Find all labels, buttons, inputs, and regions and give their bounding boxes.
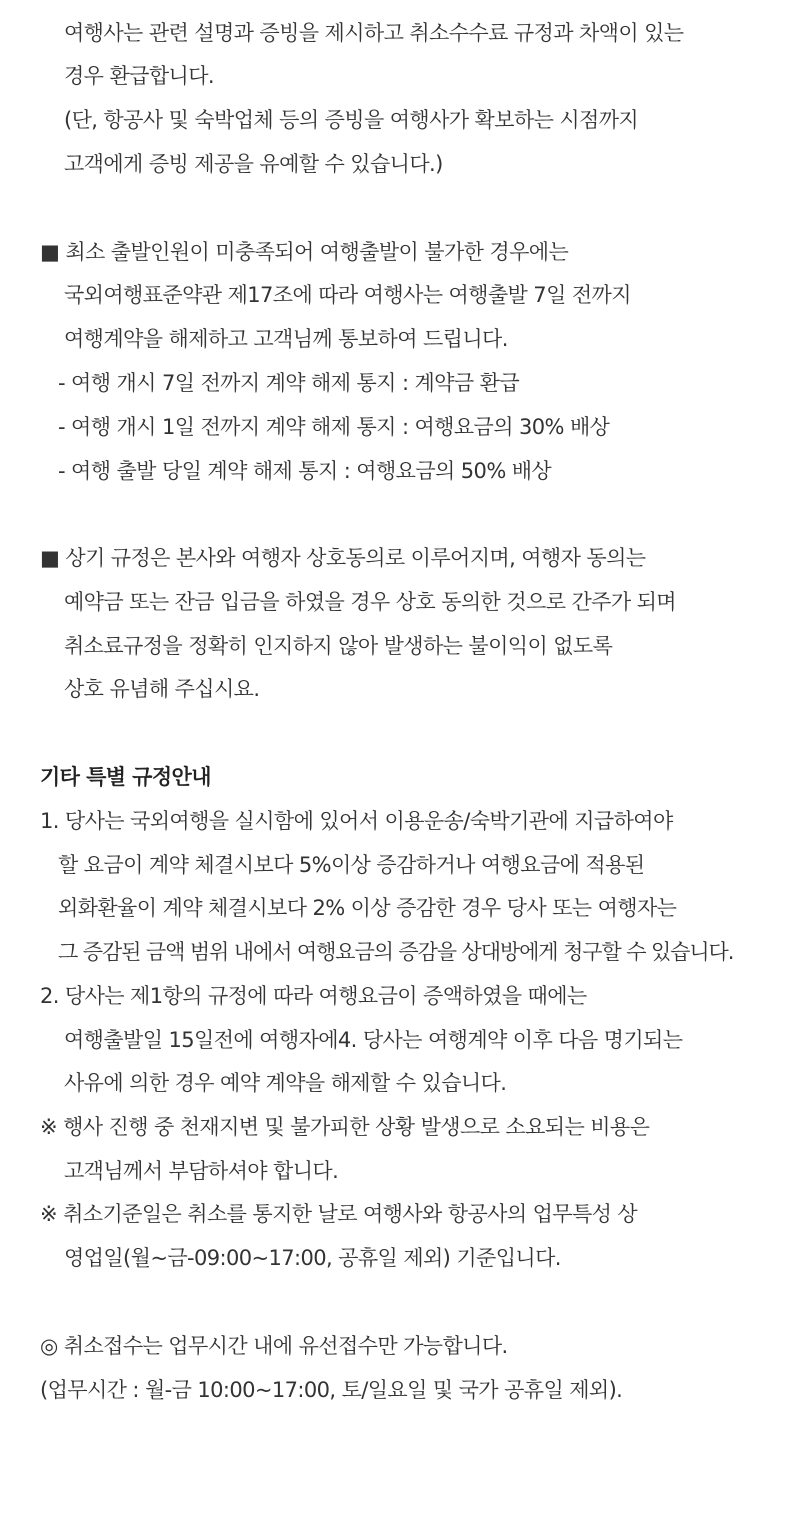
text-line: 영업일(월~금-09:00~17:00, 공휴일 제외) 기준입니다. [64,1246,561,1270]
text-line: 사유에 의한 경우 예약 계약을 해제할 수 있습니다. [64,1071,507,1095]
text-line: 국외여행표준약관 제17조에 따라 여행사는 여행출발 7일 전까지 [64,283,631,307]
section-heading: 기타 특별 규정안내 [40,765,211,789]
list-item: - 여행 개시 1일 전까지 계약 해제 통지 : 여행요금의 30% 배상 [58,415,610,439]
numbered-item: 1. 당사는 국외여행을 실시함에 있어서 이용운송/숙박기관에 지급하여야 [40,809,673,833]
note-item: ※ 행사 진행 중 천재지변 및 불가피한 상황 발생으로 소요되는 비용은 [40,1115,650,1139]
text-line: 여행출발일 15일전에 여행자에4. 당사는 여행계약 이후 다음 명기되는 [64,1028,683,1052]
text-line: 고객님께서 부담하셔야 합니다. [64,1159,339,1183]
section-bullet-min-participants: ■ 최소 출발인원이 미충족되어 여행출발이 불가한 경우에는 [40,240,569,264]
text-line: 취소료규정을 정확히 인지하지 않아 발생하는 불이익이 없도록 [64,634,613,658]
numbered-item: 2. 당사는 제1항의 규정에 따라 여행요금이 증액하였을 때에는 [40,984,587,1008]
text-line: 여행사는 관련 설명과 증빙을 제시하고 취소수수료 규정과 차액이 있는 [64,21,684,45]
text-line: 외화환율이 계약 체결시보다 2% 이상 증감한 경우 당사 또는 여행자는 [58,896,677,920]
list-item: - 여행 개시 7일 전까지 계약 해제 통지 : 계약금 환급 [58,371,519,395]
text-line: 고객에게 증빙 제공을 유예할 수 있습니다.) [64,152,443,176]
text-line: 예약금 또는 잔금 입금을 하였을 경우 상호 동의한 것으로 간주가 되며 [64,590,676,614]
text-line: 할 요금이 계약 체결시보다 5%이상 증감하거나 여행요금에 적용된 [58,853,645,877]
note-item: ※ 취소기준일은 취소를 통지한 날로 여행사와 항공사의 업무특성 상 [40,1202,638,1226]
text-line: 상호 유념해 주십시요. [64,677,260,701]
text-line: 경우 환급합니다. [64,64,214,88]
business-hours-line: (업무시간 : 월-금 10:00~17:00, 토/일요일 및 국가 공휴일 제외). [40,1378,623,1402]
text-line: (단, 항공사 및 숙박업체 등의 증빙을 여행사가 확보하는 시점까지 [64,108,639,132]
text-line: 여행계약을 해제하고 고객님께 통보하여 드립니다. [64,327,508,351]
notice-item: ◎ 취소접수는 업무시간 내에 유선접수만 가능합니다. [40,1334,508,1358]
list-item: - 여행 출발 당일 계약 해제 통지 : 여행요금의 50% 배상 [58,459,552,483]
text-line: 그 증감된 금액 범위 내에서 여행요금의 증감을 상대방에게 청구할 수 있습니다. [58,940,734,964]
section-bullet-mutual-agreement: ■ 상기 규정은 본사와 여행자 상호동의로 이루어지며, 여행자 동의는 [40,546,646,570]
